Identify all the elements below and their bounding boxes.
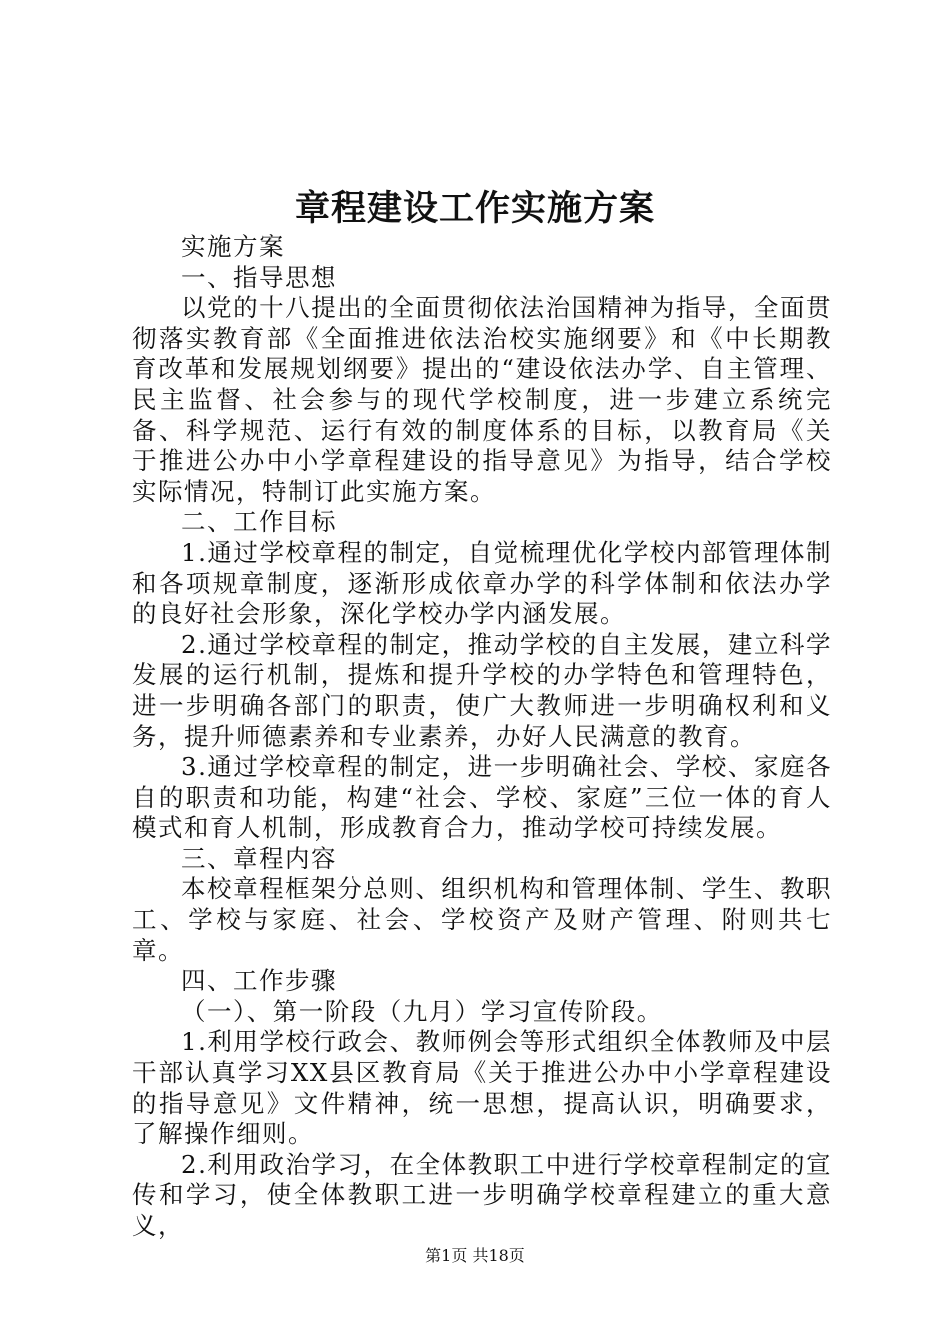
section-heading-work-steps: 四、工作步骤 [181, 966, 337, 996]
paragraph: 2.利用政治学习，在全体教职工中进行学校章程制定的宣传和学习，使全体教职工进一步明确学校章程建立的重大意义， [132, 1149, 832, 1240]
section-heading-work-goals: 二、工作目标 [181, 507, 337, 537]
paragraph-heading: 实施方案 [181, 232, 285, 261]
paragraph: 1.通过学校章程的制定，自觉梳理优化学校内部管理体制和各项规章制度，逐渐形成依章办学的科学体制和依法办学的良好社会形象，深化学校办学内涵发展。 [132, 537, 832, 629]
section-heading-charter-content: 三、章程内容 [181, 843, 337, 873]
paragraph: 以党的十八提出的全面贯彻依法治国精神为指导，全面贯彻落实教育部《全面推进依法治校实施纲要》和《中长期教育改革和发展规划纲要》提出的“建设依法办学、自主管理、民主监督、社会参与的现代学校制度，进一步建立系统完备、科学规范、运行有效的制度体系的目标，以教育局《关于推进公办中小学章程建设的指导意见》为指导，结合学校实际情况，特制订此实施方案。 [132, 293, 832, 506]
paragraph: 2.通过学校章程的制定，推动学校的自主发展，建立科学发展的运行机制，提炼和提升学校的办学特色和管理特色，进一步明确各部门的职责，使广大教师进一步明确权利和义务，提升师德素养和专业素养，办好人民满意的教育。 [132, 629, 832, 751]
section-heading-guiding-ideology: 一、指导思想 [181, 262, 337, 292]
page-number-footer: 第1页 共18页 [425, 1246, 525, 1265]
paragraph: 3.通过学校章程的制定，进一步明确社会、学校、家庭各自的职责和功能，构建“社会、学校、家庭”三位一体的育人模式和育人机制，形成教育合力，推动学校可持续发展。 [132, 752, 832, 843]
document-body [132, 232, 832, 1242]
paragraph: 1.利用学校行政会、教师例会等形式组织全体教师及中层干部认真学习XX县区教育局《关于推进公办中小学章程建设的指导意见》文件精神，统一思想，提高认识，明确要求，了解操作细则。 [132, 1027, 832, 1149]
subsection-heading: （一）、第一阶段（九月）学习宣传阶段。 [181, 996, 663, 1026]
document-title: 章程建设工作实施方案 [294, 188, 655, 229]
paragraph: 本校章程框架分总则、组织机构和管理体制、学生、教职工、学校与家庭、社会、学校资产及财产管理、附则共七章。 [132, 874, 832, 965]
